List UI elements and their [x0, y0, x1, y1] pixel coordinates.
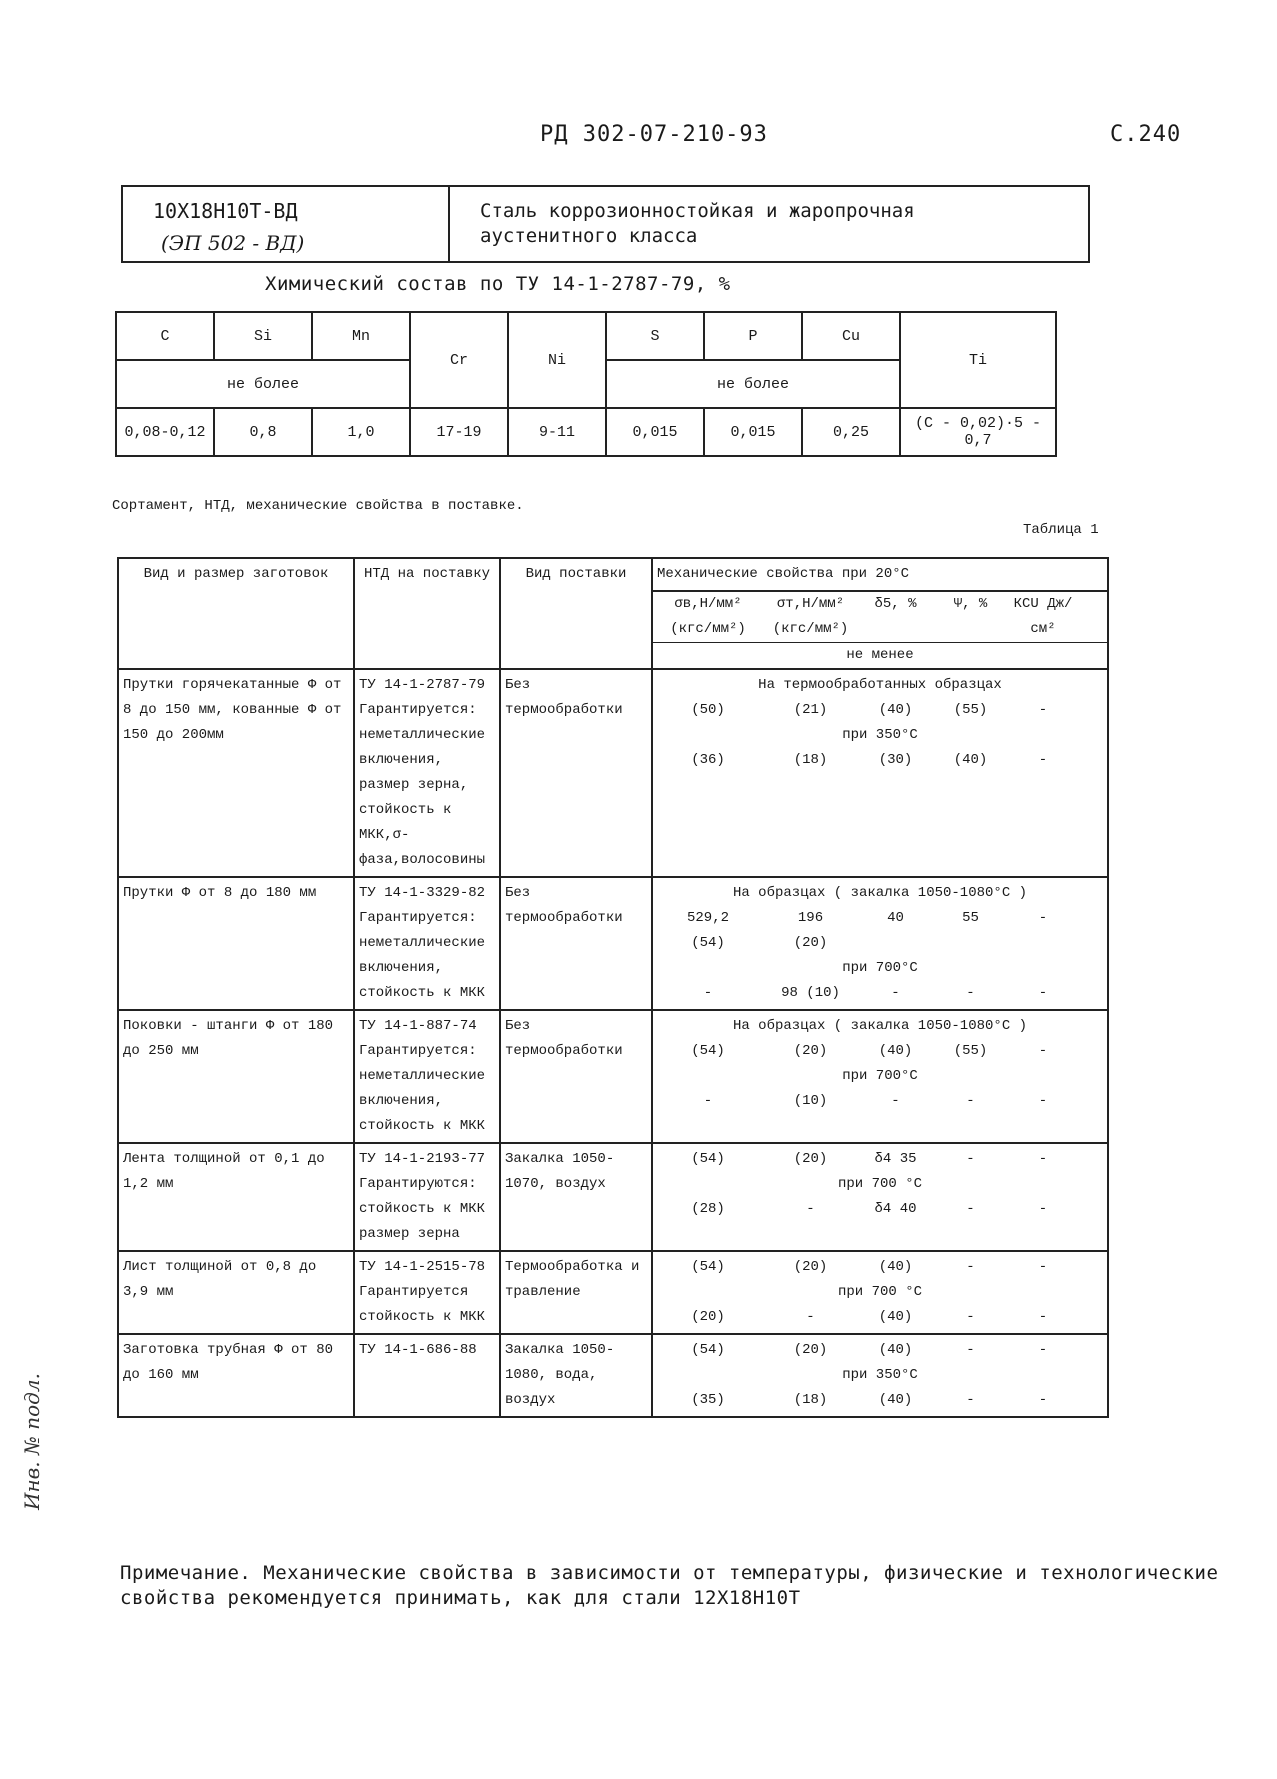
table-row: [118, 877, 1108, 1010]
chem-value-cell: 0,25: [802, 408, 900, 456]
row-supply: Без термообработки: [500, 1010, 652, 1143]
chem-value-cell: (C - 0,02)·5 - 0,7: [900, 408, 1056, 456]
property-value: -: [966, 1201, 975, 1217]
property-value: (50): [691, 702, 725, 718]
property-value: -: [1038, 1259, 1048, 1275]
row-supply: Без термообработки: [500, 669, 652, 877]
table-row: [118, 1251, 1108, 1334]
header-supply: Вид поставки: [500, 558, 652, 669]
chem-header-cell: Cr: [410, 312, 508, 408]
row-kind: Заготовка трубная Ф от 80 до 160 мм: [118, 1334, 354, 1417]
assortment-title: Сортамент, НТД, механические свойства в поставке.: [112, 498, 524, 514]
property-value: (30): [878, 752, 913, 768]
property-value: (20): [793, 1342, 828, 1358]
chem-header-cell: Ni: [508, 312, 606, 408]
property-note: На образцах ( закалка 1050-1080°С ): [732, 1018, 1028, 1034]
row-kind: Поковки - штанги Ф от 180 до 250 мм: [118, 1010, 354, 1143]
header-mech-subcolumns: [652, 591, 1108, 669]
chem-value-cell: 1,0: [312, 408, 410, 456]
row-properties: [652, 877, 1108, 1010]
chem-header-cell: Mn: [312, 312, 410, 360]
property-note: На образцах ( закалка 1050-1080°С ): [732, 885, 1028, 901]
property-value: 529,2: [686, 910, 729, 926]
header-mech: Механические свойства при 20°С: [652, 558, 1108, 591]
property-value: (40): [878, 1392, 913, 1408]
property-value: (36): [691, 752, 725, 768]
property-value: (54): [691, 1259, 725, 1275]
property-value: -: [966, 1342, 975, 1358]
property-value: (20): [793, 1043, 828, 1059]
property-values: [653, 931, 1107, 956]
page-number: С.240: [1110, 122, 1182, 147]
property-value: (40): [878, 702, 913, 718]
table-row: [118, 1143, 1108, 1251]
property-value: (55): [953, 702, 988, 718]
property-value: (40): [878, 1342, 913, 1358]
property-value: (28): [691, 1201, 725, 1217]
chem-value-cell: 0,015: [606, 408, 704, 456]
grade-description: Сталь коррозионностойкая и жаропрочная аустенитного класса: [480, 200, 915, 247]
property-value: -: [806, 1309, 815, 1325]
header-sb: σв,Н/мм² (кгс/мм²): [670, 596, 746, 637]
property-value: (20): [793, 935, 828, 951]
property-values: [653, 1089, 1107, 1114]
document-code: РД 302-07-210-93: [540, 122, 768, 147]
property-value: (40): [878, 1043, 913, 1059]
property-value: -: [806, 1201, 815, 1217]
property-value: -: [703, 1093, 713, 1109]
property-values: [653, 1147, 1107, 1172]
chem-header-cell: Cu: [802, 312, 900, 360]
grade-alt-name: (ЭП 502 - ВД): [161, 231, 305, 255]
property-value: -: [1038, 752, 1048, 768]
property-value: -: [1038, 910, 1048, 926]
property-values: [653, 1305, 1107, 1330]
table-row: [118, 1334, 1108, 1417]
chem-title: Химический состав по ТУ 14-1-2787-79, %: [265, 273, 731, 295]
property-value: (18): [793, 1392, 828, 1408]
row-supply: Закалка 1050-1070, воздух: [500, 1143, 652, 1251]
property-value: (20): [691, 1309, 725, 1325]
property-value: (40): [878, 1259, 913, 1275]
row-kind: Лента толщиной от 0,1 до 1,2 мм: [118, 1143, 354, 1251]
property-value: (54): [691, 1043, 725, 1059]
property-value: (20): [793, 1151, 828, 1167]
header-ntd: НТД на поставку: [354, 558, 500, 669]
property-value: (54): [691, 935, 725, 951]
property-values: [653, 1197, 1107, 1222]
table-label: Таблица 1: [1023, 522, 1099, 538]
property-value: (10): [793, 1093, 828, 1109]
header-st: σт,Н/мм² (кгс/мм²): [772, 596, 849, 637]
property-note: при 700°С: [842, 1068, 918, 1084]
header-d5: δ5, %: [874, 596, 917, 612]
row-ntd: ТУ 14-1-2515-78 Гарантируется стойкость к МКК: [354, 1251, 500, 1334]
property-value: (54): [691, 1342, 725, 1358]
property-value: (40): [878, 1309, 913, 1325]
property-value: 55: [962, 910, 979, 926]
properties-table: [117, 557, 1109, 1418]
property-value: -: [1038, 702, 1048, 718]
property-value: [858, 931, 933, 956]
title-divider: [448, 187, 450, 261]
row-ntd: ТУ 14-1-3329-82 Гарантируется: неметаллические включения, стойкость к МКК: [354, 877, 500, 1010]
row-kind: Прутки Ф от 8 до 180 мм: [118, 877, 354, 1010]
property-values: [653, 1039, 1107, 1064]
property-value: (18): [793, 752, 828, 768]
property-values: [653, 748, 1107, 773]
row-properties: [652, 669, 1108, 877]
chem-header-cell: Si: [214, 312, 312, 360]
property-values: [653, 1388, 1107, 1413]
properties-body: [118, 669, 1108, 1417]
chem-header-cell: S: [606, 312, 704, 360]
chem-header-cell: P: [704, 312, 802, 360]
property-value: δ4 40: [874, 1201, 917, 1217]
row-properties: [652, 1251, 1108, 1334]
property-value: -: [1038, 1151, 1048, 1167]
property-value: (21): [793, 702, 828, 718]
grade-name: 10Х18Н10Т-ВД: [153, 199, 298, 223]
property-value: (35): [691, 1392, 725, 1408]
row-supply: Закалка 1050-1080, вода, воздух: [500, 1334, 652, 1417]
row-ntd: ТУ 14-1-686-88: [354, 1334, 500, 1417]
header-psi: Ψ, %: [953, 596, 988, 612]
row-properties: [652, 1143, 1108, 1251]
property-values: [653, 981, 1107, 1006]
property-value: -: [1038, 1201, 1048, 1217]
chem-table: [115, 311, 1057, 457]
property-value: (55): [953, 1043, 988, 1059]
chem-value-cell: 9-11: [508, 408, 606, 456]
chem-header-cell: C: [116, 312, 214, 360]
property-note: при 700°С: [842, 960, 918, 976]
property-value: -: [1038, 985, 1048, 1001]
property-value: -: [966, 1309, 975, 1325]
table-row: [118, 669, 1108, 877]
property-value: -: [891, 985, 900, 1001]
property-value: 98 (10): [781, 985, 840, 1001]
property-values: [653, 906, 1107, 931]
property-note: На термообработанных образцах: [758, 677, 1002, 693]
property-value: -: [966, 1093, 975, 1109]
row-ntd: ТУ 14-1-2193-77 Гарантируются: стойкость к МКК размер зерна: [354, 1143, 500, 1251]
property-value: (54): [691, 1151, 725, 1167]
property-value: (20): [793, 1259, 828, 1275]
property-note: при 700 °С: [837, 1284, 922, 1300]
row-supply: Термообработка и травление: [500, 1251, 652, 1334]
property-value: 40: [887, 910, 904, 926]
chem-value-cell: 0,08-0,12: [116, 408, 214, 456]
row-ntd: ТУ 14-1-887-74 Гарантируется: неметаллические включения, стойкость к МКК: [354, 1010, 500, 1143]
property-note: при 350°С: [842, 727, 918, 743]
row-kind: Прутки горячекатанные Ф от 8 до 150 мм, кованные Ф от 150 до 200мм: [118, 669, 354, 877]
property-value: δ4 35: [874, 1151, 917, 1167]
property-value: -: [891, 1093, 900, 1109]
property-value: -: [1038, 1093, 1048, 1109]
row-supply: Без термообработки: [500, 877, 652, 1010]
property-note: при 700 °С: [837, 1176, 922, 1192]
property-value: -: [1038, 1309, 1048, 1325]
chem-value-cell: 0,8: [214, 408, 312, 456]
header-min: не менее: [846, 647, 914, 663]
property-value: -: [1038, 1043, 1048, 1059]
chem-value-cell: 17-19: [410, 408, 508, 456]
property-values: [653, 698, 1107, 723]
chem-value-cell: 0,015: [704, 408, 802, 456]
chem-header-cell: Ti: [900, 312, 1056, 408]
property-value: -: [703, 985, 713, 1001]
property-value: -: [1038, 1392, 1048, 1408]
footnote: Примечание. Механические свойства в зависимости от температуры, физические и технологические свойства рекомендуется принимать, как для стали 12Х18Н10Т: [120, 1562, 1219, 1609]
property-value: [933, 931, 1008, 956]
table-row: [118, 1010, 1108, 1143]
property-value: -: [966, 1392, 975, 1408]
property-values: [653, 1255, 1107, 1280]
chem-not-more-cell: не более: [116, 360, 410, 408]
row-ntd: ТУ 14-1-2787-79 Гарантируется: неметаллические включения, размер зерна, стойкость к МКК,σ-фаза,волосовины: [354, 669, 500, 877]
property-values: [653, 1338, 1107, 1363]
header-kind: Вид и размер заготовок: [118, 558, 354, 669]
property-value: -: [966, 1259, 975, 1275]
property-value: 196: [797, 910, 824, 926]
margin-note: Инв. № подл.: [20, 1373, 44, 1510]
property-value: (40): [953, 752, 988, 768]
row-properties: [652, 1334, 1108, 1417]
row-kind: Лист толщиной от 0,8 до 3,9 мм: [118, 1251, 354, 1334]
property-value: -: [966, 1151, 975, 1167]
property-value: [1008, 931, 1078, 956]
property-value: -: [1038, 1342, 1048, 1358]
header-kcu: КСU Дж/см²: [1013, 596, 1073, 637]
property-value: -: [966, 985, 975, 1001]
property-note: при 350°С: [842, 1367, 918, 1383]
grade-title-box: [121, 185, 1090, 263]
chem-not-more-cell: не более: [606, 360, 900, 408]
row-properties: [652, 1010, 1108, 1143]
